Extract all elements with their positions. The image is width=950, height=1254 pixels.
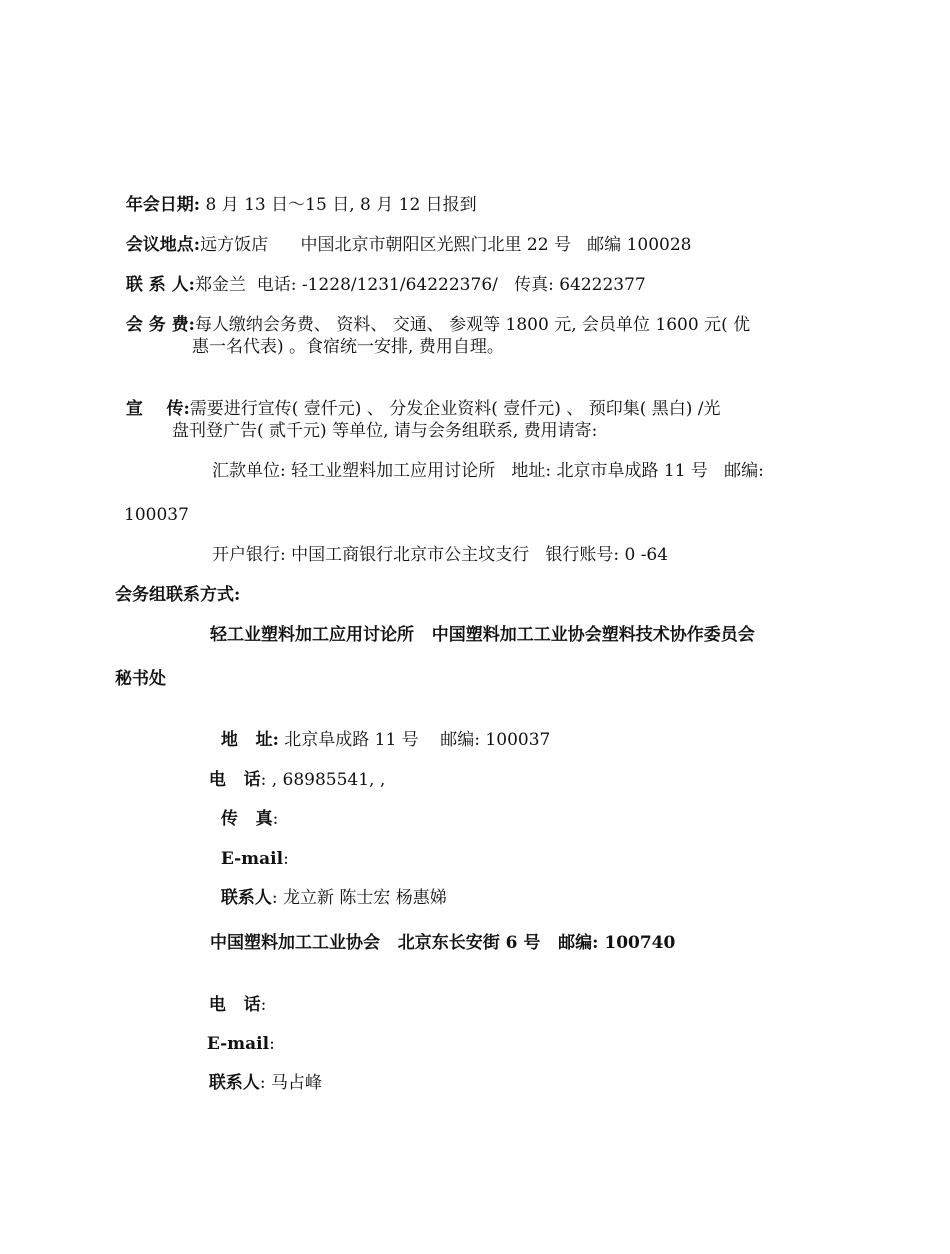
secretariat-address-line <box>210 707 550 751</box>
secretariat-org-line: 轻工业塑料加工应用讨论所 中国塑料加工工业协会塑料技术协作委员会 <box>210 625 755 645</box>
association-phone-label: 电 话 <box>208 995 261 1015</box>
secretariat-fax-label: 传 真 <box>220 809 273 829</box>
association-email-line <box>196 1011 275 1055</box>
secretariat-phone-label: 电 话 <box>208 770 261 790</box>
association-heading: 中国塑料加工工业协会 北京东长安街 6 号 邮编: 100740 <box>210 933 676 953</box>
promo-line-1 <box>115 376 721 420</box>
venue-value: 远方饭店 中国北京市朝阳区光熙门北里 22 号 邮编 100028 <box>200 235 692 255</box>
fee-line-2: 惠一名代表) 。食宿统一安排, 费用自理。 <box>192 337 504 357</box>
secretariat-org-line-2: 秘书处 <box>115 669 166 689</box>
bank-line: 开户银行: 中国工商银行北京市公主坟支行 银行账号: 0 -64 <box>212 545 669 565</box>
association-email-value: : <box>269 1034 275 1054</box>
secretariat-email-line <box>210 826 289 870</box>
association-person-value: : 马占峰 <box>259 1073 322 1093</box>
fee-value-1: 每人缴纳会务费、 资料、 交通、 参观等 1800 元, 会员单位 1600 元( 优 <box>194 315 751 335</box>
contact-label: 联 系 人: <box>125 275 195 295</box>
secretariat-phone-line <box>198 747 385 791</box>
secretariat-person-label: 联系人 <box>220 888 272 908</box>
secretariat-fax-line <box>210 786 278 830</box>
secretariat-email-label: E-mail <box>220 849 284 869</box>
secretariat-address-label: 地 址: <box>220 730 279 750</box>
secretariat-phone-value: : , 68985541, , <box>260 770 386 790</box>
contact-line <box>115 252 646 296</box>
promo-value-1: 需要进行宣传( 壹仟元) 、 分发企业资料( 壹仟元) 、 预印集( 黑白) /光 <box>189 399 721 419</box>
fee-line-1 <box>115 292 750 336</box>
secretariat-fax-value: : <box>272 809 279 829</box>
association-phone-value: : <box>260 995 267 1015</box>
remit-line-1: 汇款单位: 轻工业塑料加工应用讨论所 地址: 北京市阜成路 11 号 邮编: <box>212 461 764 481</box>
date-line <box>115 172 477 216</box>
secretariat-heading: 会务组联系方式: <box>115 585 241 605</box>
secretariat-person-line <box>210 865 447 909</box>
promo-line-2: 盘刊登广告( 贰千元) 等单位, 请与会务组联系, 费用请寄: <box>172 421 598 441</box>
association-person-label: 联系人 <box>208 1073 260 1093</box>
date-value: 8 月 13 日～15 日, 8 月 12 日报到 <box>200 195 477 215</box>
venue-line <box>115 212 691 256</box>
contact-value: 郑金兰 电话: -1228/1231/64222376/ 传真: 64222377 <box>194 275 646 295</box>
secretariat-person-value: : 龙立新 陈士宏 杨惠娣 <box>271 888 447 908</box>
venue-label: 会议地点: <box>125 235 201 255</box>
association-phone-line <box>198 972 266 1016</box>
association-email-label: E-mail <box>206 1034 270 1054</box>
date-label: 年会日期: <box>125 195 201 215</box>
secretariat-email-value: : <box>283 849 289 869</box>
fee-label: 会 务 费: <box>125 315 195 335</box>
remit-line-2: 100037 <box>124 505 189 525</box>
association-person-line <box>198 1050 322 1094</box>
promo-label: 宣 传: <box>125 399 190 419</box>
secretariat-address-value: 北京阜成路 11 号 邮编: 100037 <box>278 730 551 750</box>
